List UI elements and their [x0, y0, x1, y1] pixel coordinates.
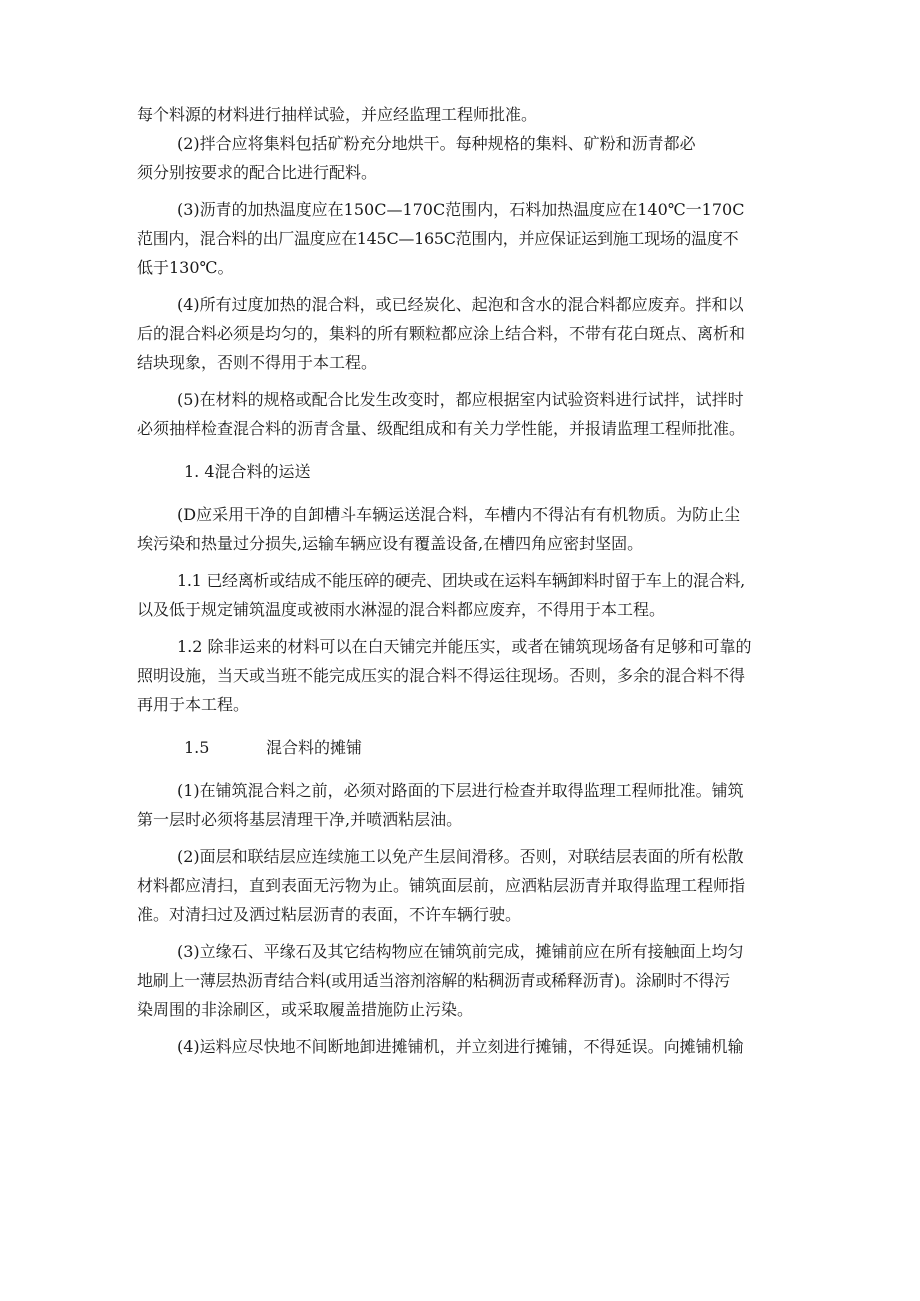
- section-heading-1-4: 1. 4混合料的运送: [184, 462, 311, 481]
- item-1-2-line-3: 再用于本工程。: [137, 695, 250, 714]
- paving-1-line-1: (1)在铺筑混合料之前，必须对路面的下层进行检查并取得监理工程师批准。铺筑: [177, 781, 744, 800]
- paragraph-3-line-3: 低于130℃。: [137, 258, 234, 277]
- paragraph-4-line-1: (4)所有过度加热的混合料，或已经炭化、起泡和含水的混合料都应废弃。拌和以: [177, 295, 744, 314]
- paragraph-5-line-1: (5)在材料的规格或配合比发生改变时，都应根据室内试验资料进行试拌，试拌时: [177, 390, 744, 409]
- transport-paragraph-line-1: (D应采用干净的自卸槽斗车辆运送混合料，车槽内不得沾有有机物质。为防止尘: [177, 505, 741, 524]
- paragraph-2-line-1: (2)拌合应将集料包括矿粉充分地烘干。每种规格的集料、矿粉和沥青都必: [177, 134, 696, 153]
- transport-paragraph-line-2: 埃污染和热量过分损失,运输车辆应设有覆盖设备,在槽四角应密封坚固。: [137, 534, 644, 553]
- text-line: 每个料源的材料进行抽样试验，并应经监理工程师批准。: [137, 105, 538, 124]
- paving-3-line-2: 地刷上一薄层热沥青结合料(或用适当溶剂溶解的粘稠沥青或稀释沥青)。涂刷时不得污: [137, 971, 730, 990]
- paragraph-3-line-1: (3)沥青的加热温度应在150C—170C范围内，石料加热温度应在140℃一170C: [177, 200, 745, 219]
- paving-2-line-2: 材料都应清扫，直到表面无污物为止。铺筑面层前，应洒粘层沥青并取得监理工程师指: [137, 876, 746, 895]
- paragraph-4-line-2: 后的混合料必须是均匀的，集料的所有颗粒都应涂上结合料，不带有花白斑点、离析和: [137, 324, 746, 343]
- paragraph-3-line-2: 范围内，混合料的出厂温度应在145C—165C范围内，并应保证运到施工现场的温度不: [137, 229, 739, 248]
- paving-3-line-3: 染周围的非涂刷区，或采取履盖措施防止污染。: [137, 1000, 474, 1019]
- section-title: 混合料的摊铺: [266, 738, 363, 757]
- item-1-2-line-2: 照明设施，当天或当班不能完成压实的混合料不得运往现场。否则，多余的混合料不得: [137, 666, 746, 685]
- section-heading-1-5: [137, 733, 792, 762]
- item-1-1-line-2: 以及低于规定铺筑温度或被雨水淋湿的混合料都应废弃，不得用于本工程。: [137, 600, 666, 619]
- paragraph-5-line-2: 必须抽样检查混合料的沥青含量、级配组成和有关力学性能，并报请监理工程师批准。: [137, 419, 746, 438]
- paving-2-line-1: (2)面层和联结层应连续施工以免产生层间滑移。否则，对联结层表面的所有松散: [177, 847, 744, 866]
- paragraph-2-line-2: 须分别按要求的配合比进行配料。: [137, 163, 378, 182]
- paving-4-line-1: (4)运料应尽快地不间断地卸进摊铺机，并立刻进行摊铺，不得延误。向摊铺机输: [177, 1037, 744, 1056]
- item-1-2-line-1: 1.2 除非运来的材料可以在白天铺完并能压实，或者在铺筑现场备有足够和可靠的: [177, 637, 752, 656]
- section-number: 1.5: [184, 738, 210, 757]
- paving-3-line-1: (3)立缘石、平缘石及其它结构物应在铺筑前完成，摊铺前应在所有接触面上均匀: [177, 942, 744, 961]
- paving-1-line-2: 第一层时必须将基层清理干净,并喷洒粘层油。: [137, 810, 463, 829]
- item-1-1-line-1: 1.1 已经离析或结成不能压碎的硬壳、团块或在运料车辆卸料时留于车上的混合料,: [177, 571, 745, 590]
- paragraph-4-line-3: 结块现象，否则不得用于本工程。: [137, 353, 378, 372]
- paving-2-line-3: 准。对清扫过及洒过粘层沥青的表面，不许车辆行驶。: [137, 905, 522, 924]
